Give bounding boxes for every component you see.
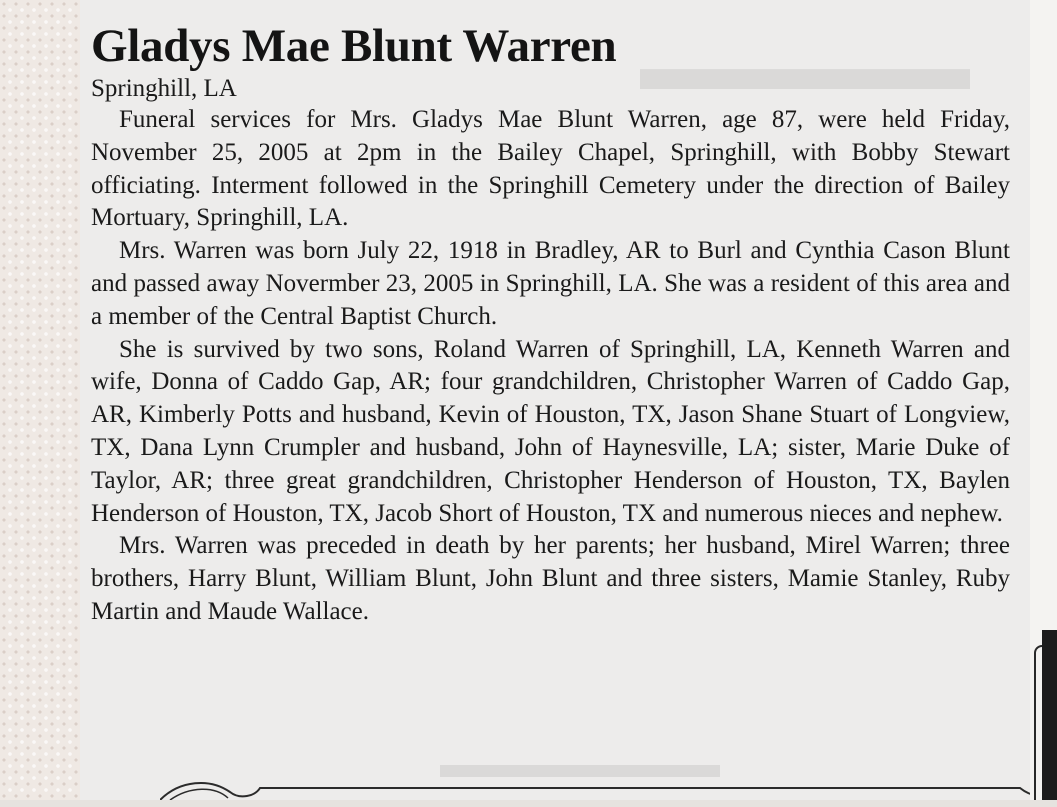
paragraph-preceded-in-death: Mrs. Warren was preceded in death by her parents; her husband, Mirel Warren; three brothers, Harry Blunt, William Blunt, John Blunt and three sisters, Mamie Stanley, Ruby Martin and Maude Wallace.	[91, 532, 1010, 625]
right-dark-border	[1042, 630, 1057, 807]
obituary-headline: Gladys Mae Blunt Warren	[91, 20, 617, 72]
decorative-border-ornament	[160, 770, 1057, 802]
bottom-page-edge	[0, 800, 1057, 807]
obituary-article	[91, 16, 1010, 629]
paragraph-survivors: She is survived by two sons, Roland Warren of Springhill, LA, Kenneth Warren and wife, Donna of Caddo Gap, AR; four grandchildren, Christopher Warren of Caddo Gap, AR, Kimberly Potts and husband, Kevin of Houston, TX, Jason Shane Stuart of Longview, TX, Dana Lynn Crumpler and husband, John of Haynesville, LA; sister, Marie Duke of Taylor, AR; three great grandchildren, Christopher Henderson of Houston, TX, Baylen Henderson of Houston, TX, Jacob Short of Houston, TX and numerous nieces and nephew.	[91, 335, 1010, 527]
right-border-ornament	[1034, 645, 1042, 807]
obituary-dateline: Springhill, LA	[91, 75, 237, 102]
paragraph-birth-and-death: Mrs. Warren was born July 22, 1918 in Bradley, AR to Burl and Cynthia Cason Blunt and passed away Novermber 23, 2005 in Springhill, LA. She was a resident of this area and a member of the Central Baptist Church.	[91, 237, 1010, 330]
paragraph-funeral-services: Funeral services for Mrs. Gladys Mae Blunt Warren, age 87, were held Friday, November 25, 2005 at 2pm in the Bailey Chapel, Springhill, with Bobby Stewart officiating. Interment followed in the Springhill Cemetery under the direction of Bailey Mortuary, Springhill, LA.	[91, 106, 1010, 232]
reverse-side-bleed-through: ▬▬▬▬▬ ▬▬▬▬▬▬▬	[440, 31, 970, 786]
textured-paper-edge	[0, 0, 81, 807]
